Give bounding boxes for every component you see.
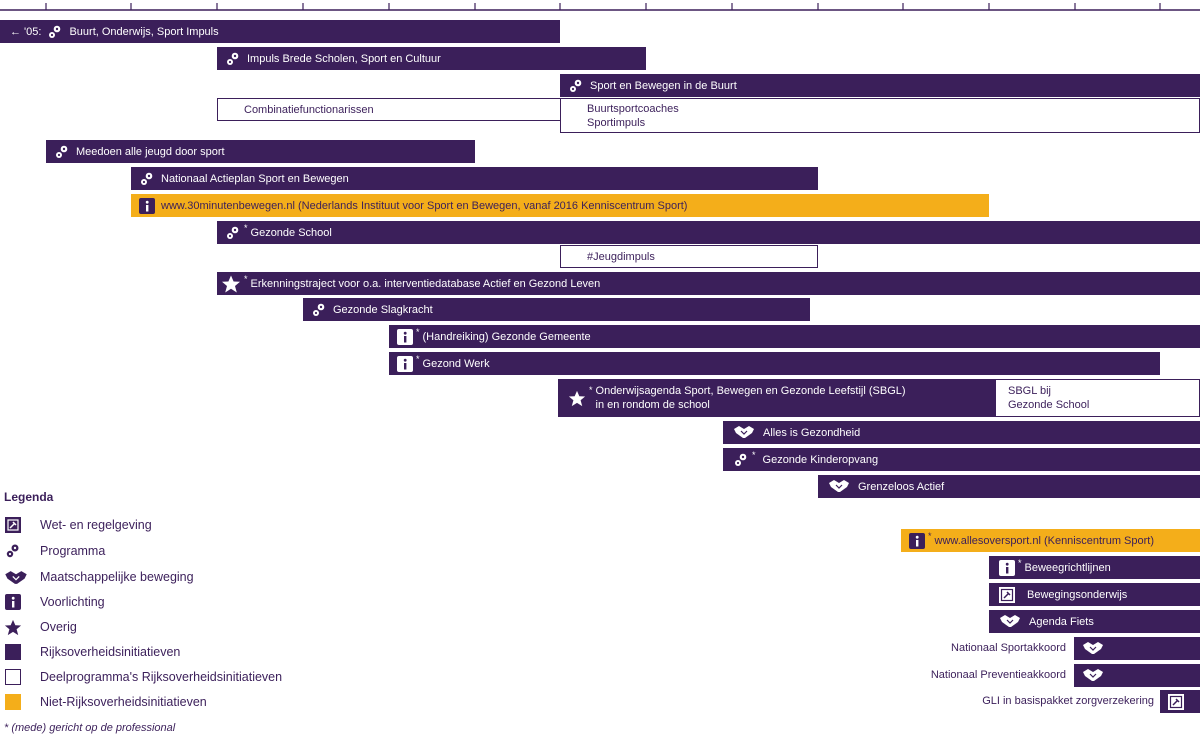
handshake-icon — [1082, 641, 1104, 657]
law-icon — [4, 516, 22, 534]
legend-label: Voorlichting — [40, 595, 105, 609]
bar-label: Impuls Brede Scholen, Sport en Cultuur — [247, 52, 441, 65]
label-gli-basispakket: GLI in basispakket zorgverzekering — [982, 695, 1154, 707]
bar-gezonde-school — [217, 221, 1200, 244]
bar-gezond-werk — [389, 352, 1160, 375]
handshake-icon — [999, 614, 1021, 630]
legend-label: Deelprogramma's Rijksoverheidsinitiatieven — [40, 670, 283, 684]
bar-beweegrichtlijnen — [989, 556, 1200, 579]
bar-label: (Handreiking) Gezonde Gemeente — [422, 330, 591, 343]
bar-line1: Buurtsportcoaches — [587, 102, 679, 115]
bar-label: Bewegingsonderwijs — [1027, 588, 1128, 601]
bar-onderwijsagenda — [558, 379, 995, 417]
bar-alles-is-gezondheid — [723, 421, 1200, 444]
bar-line2: Sportimpuls — [587, 116, 646, 129]
legend-item-voorlichting — [4, 593, 105, 611]
bar-agenda-fiets — [989, 610, 1200, 633]
bar-buurtsportcoaches-sportimpuls — [560, 98, 1200, 133]
bar-label: www.allesoversport.nl (Kenniscentrum Sport) — [934, 534, 1154, 547]
gear-icon — [4, 542, 22, 560]
info-icon — [4, 593, 22, 611]
gear-icon — [139, 171, 155, 187]
bar-nationaal-preventieakkoord — [1074, 664, 1200, 687]
law-icon — [999, 587, 1015, 603]
bar-label: Meedoen alle jeugd door sport — [76, 145, 225, 158]
handshake-icon — [1082, 668, 1104, 684]
niet-swatch — [4, 693, 22, 711]
bar-label: Erkenningstraject voor o.a. interventiedatabase Actief en Gezond Leven — [250, 277, 601, 290]
bar-label: Nationaal Actieplan Sport en Bewegen — [161, 172, 349, 185]
bar-label: Grenzeloos Actief — [858, 480, 945, 493]
bar-meedoen-alle-jeugd — [46, 140, 475, 163]
law-icon — [1168, 694, 1184, 710]
gear-icon — [311, 302, 327, 318]
star-icon — [4, 618, 22, 636]
bar-nationaal-actieplan — [131, 167, 818, 190]
bar-buurt-onderwijs-sport-impuls — [0, 20, 560, 43]
info-icon — [999, 560, 1015, 576]
bar-label: Sport en Bewegen in de Buurt — [590, 79, 737, 92]
bar-label: #Jeugdimpuls — [587, 250, 655, 263]
bar-gli-basispakket — [1160, 690, 1200, 713]
gear-icon — [568, 78, 584, 94]
asterisk-mark: * — [589, 385, 593, 395]
rijk-swatch — [4, 643, 22, 661]
label-nationaal-preventieakkoord: Nationaal Preventieakkoord — [930, 669, 1066, 681]
bar-label: Gezonde Slagkracht — [333, 303, 433, 316]
info-icon — [909, 533, 925, 549]
bar-label-lines — [596, 384, 906, 412]
timeline-axis — [0, 0, 1200, 12]
asterisk-mark: * — [416, 326, 420, 337]
bar-gezonde-gemeente — [389, 325, 1200, 348]
legend-title: Legenda — [4, 490, 54, 504]
bar-30minutenbewegen — [131, 194, 989, 217]
gear-icon — [47, 24, 63, 40]
star-icon — [221, 275, 241, 293]
bar-line1: SBGL bij — [1008, 385, 1052, 397]
legend-label: Wet- en regelgeving — [40, 518, 152, 532]
handshake-icon — [828, 479, 850, 495]
asterisk-mark: * — [1018, 557, 1022, 568]
bar-label: Combinatiefunctionarissen — [244, 103, 374, 116]
bar-impuls-brede-scholen — [217, 47, 646, 70]
legend-label: Overig — [40, 620, 77, 634]
star-icon — [568, 390, 586, 407]
legend-label: Niet-Rijksoverheidsinitiatieven — [40, 695, 207, 709]
bar-prefix: ← '05: — [10, 25, 42, 38]
bar-line1: Onderwijsagenda Sport, Bewegen en Gezonde Leefstijl (SBGL) — [595, 385, 906, 397]
legend-label: Rijksoverheidsinitiatieven — [40, 645, 181, 659]
asterisk-mark: * — [416, 353, 420, 364]
legend-item-maatschappelijk — [4, 568, 194, 586]
bar-grenzeloos-actief — [818, 475, 1200, 498]
info-icon — [397, 329, 413, 345]
bar-label: Buurt, Onderwijs, Sport Impuls — [69, 25, 219, 38]
asterisk-mark: * — [244, 222, 248, 233]
gear-icon — [225, 225, 241, 241]
info-icon — [139, 198, 155, 214]
asterisk-mark: * — [244, 273, 248, 284]
bar-gezonde-slagkracht — [303, 298, 810, 321]
bar-label: Gezonde School — [250, 226, 332, 239]
bar-line2: in en rondom de school — [595, 399, 710, 411]
legend-item-overig — [4, 618, 77, 636]
gear-icon — [54, 144, 70, 160]
legend-item-programma — [4, 542, 105, 560]
handshake-icon — [4, 568, 28, 586]
bar-allesoversport — [901, 529, 1200, 552]
bar-gezonde-kinderopvang — [723, 448, 1200, 471]
bar-erkenningstraject — [217, 272, 1200, 295]
legend-item-rijk — [4, 643, 180, 661]
bar-label-lines — [1008, 384, 1089, 412]
bar-label: Gezond Werk — [422, 357, 490, 370]
handshake-icon — [733, 425, 755, 441]
bar-line2: Gezonde School — [1008, 399, 1090, 411]
gear-icon — [225, 51, 241, 67]
legend-label: Maatschappelijke beweging — [40, 570, 194, 584]
bar-label: www.30minutenbewegen.nl (Nederlands Instituut voor Sport en Bewegen, vanaf 2016 Kenniscentrum Sport) — [161, 199, 688, 212]
bar-bewegingsonderwijs — [989, 583, 1200, 606]
bar-label: Alles is Gezondheid — [763, 426, 861, 439]
legend-item-niet-rijk — [4, 693, 207, 711]
bar-nationaal-sportakkoord — [1074, 637, 1200, 660]
bar-label: Beweegrichtlijnen — [1024, 561, 1111, 574]
bar-label: Agenda Fiets — [1029, 615, 1094, 628]
bar-label: Gezonde Kinderopvang — [762, 453, 879, 466]
deel-swatch — [4, 668, 22, 686]
info-icon — [397, 356, 413, 372]
bar-combinatiefunctionarissen — [217, 98, 561, 121]
bar-sbgl-gezonde-school — [995, 379, 1200, 417]
legend-item-wet — [4, 516, 152, 534]
label-nationaal-sportakkoord: Nationaal Sportakkoord — [951, 642, 1066, 654]
legend-label: Programma — [40, 544, 106, 558]
asterisk-mark: * — [928, 530, 932, 541]
asterisk-mark: * — [752, 449, 756, 460]
footnote: * (mede) gericht op de professional — [4, 722, 176, 734]
bar-sport-en-bewegen-in-de-buurt — [560, 74, 1200, 97]
bar-jeugdimpuls — [560, 245, 818, 268]
gear-icon — [733, 452, 749, 468]
legend-item-deelprogramma — [4, 668, 282, 686]
